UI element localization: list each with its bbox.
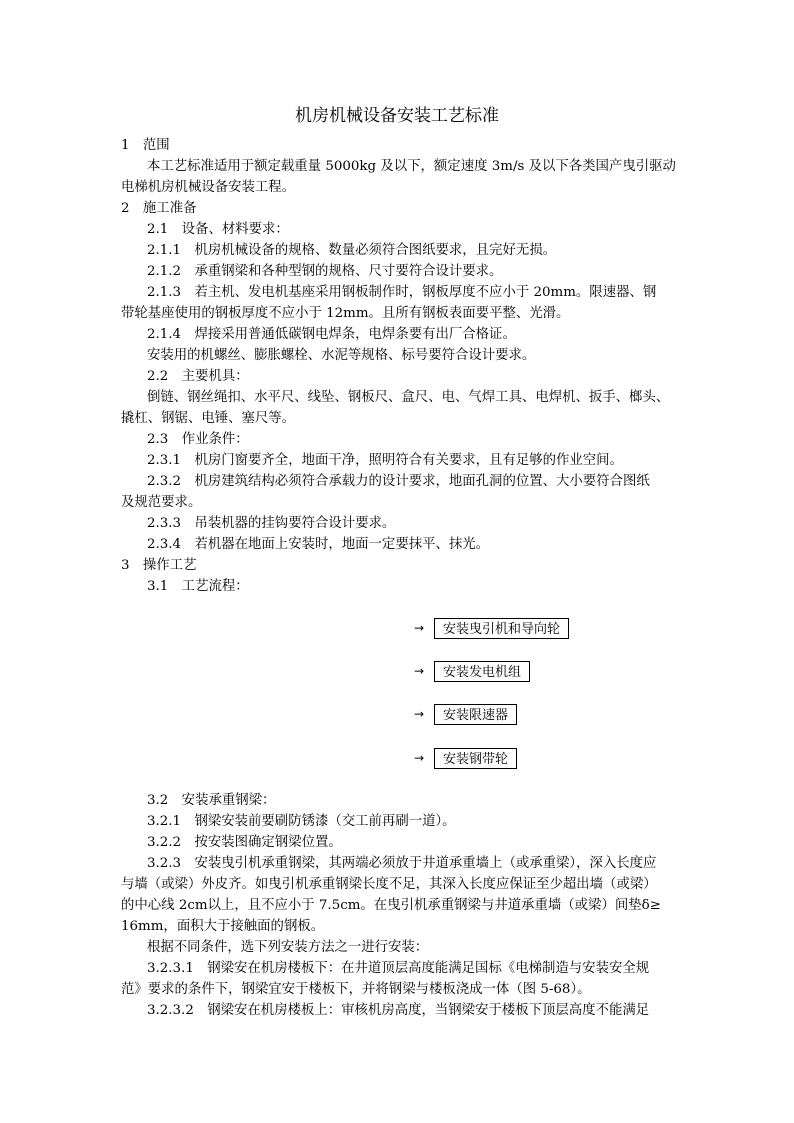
subsection-heading: 2.1 设备、材料要求： [147,222,289,237]
flow-step [414,746,517,770]
paragraph-line: 带轮基座使用的钢板厚度不应小于 12mm。且所有钢板表面要平整、光滑。 [121,306,570,321]
section-heading: 1 范围 [121,138,170,153]
arrow-right-icon: → [414,751,425,765]
paragraph-line: 2.3.1 机房门窗要齐全，地面干净，照明符合有关要求，且有足够的作业空间。 [147,453,623,468]
document-title: 机房机械设备安装工艺标准 [295,106,499,126]
paragraph-line: 安装用的机螺丝、膨胀螺栓、水泥等规格、标号要符合设计要求。 [147,348,536,363]
paragraph-line: 2.3.3 吊装机器的挂钩要符合设计要求。 [147,516,396,531]
paragraph-line: 与墙（或梁）外皮齐。如曳引机承重钢梁长度不足，其深入长度应保证至少超出墙（或梁） [121,877,657,892]
section-heading: 3 操作工艺 [121,558,197,573]
paragraph-line: 范》要求的条件下，钢梁宜安于楼板下，并将钢梁与楼板浇成一体（图 5-68）。 [121,982,591,997]
paragraph-line: 撬杠、钢锯、电锤、塞尺等。 [121,411,296,426]
paragraph-line: 2.1.3 若主机、发电机基座采用钢板制作时，钢板厚度不应小于 20mm。限速器、钢 [147,285,657,300]
subsection-heading: 2.2 主要机具： [147,369,249,384]
subsection-heading: 3.1 工艺流程： [147,579,249,594]
paragraph-line: 2.1.4 焊接采用普通低碳钢电焊条，电焊条要有出厂合格证。 [147,327,516,342]
paragraph-line: 2.1.1 机房机械设备的规格、数量必须符合图纸要求，且完好无损。 [147,243,557,258]
flow-step [414,702,517,726]
paragraph-line: 及规范要求。 [121,495,202,510]
flow-step [414,616,569,640]
subsection-heading: 3.2 安装承重钢梁： [147,793,276,808]
paragraph-line: 电梯机房机械设备安装工程。 [121,180,296,195]
paragraph-line: 3.2.1 钢梁安装前要刷防锈漆（交工前再刷一道）。 [147,814,456,829]
paragraph-line: 倒链、钢丝绳扣、水平尺、线坠、钢板尺、盒尺、电、气焊工具、电焊机、扳手、榔头、 [147,390,670,405]
arrow-right-icon: → [414,621,425,635]
paragraph-line: 根据不同条件，选下列安装方法之一进行安装： [147,940,429,955]
flow-step [414,659,530,683]
paragraph-line: 16mm，面积大于接触面的钢板。 [121,919,325,934]
subsection-heading: 2.3 作业条件： [147,432,249,447]
flow-step-box: 安装发电机组 [434,661,530,682]
paragraph-line: 2.3.4 若机器在地面上安装时，地面一定要抹平、抹光。 [147,537,490,552]
flow-step-box: 安装限速器 [434,704,517,725]
paragraph-line: 本工艺标准适用于额定载重量 5000kg 及以下，额定速度 3m/s 及以下各类国产曳引驱动 [147,159,676,174]
arrow-right-icon: → [414,664,425,678]
paragraph-line: 3.2.3 安装曳引机承重钢梁，其两端必须放于井道承重墙上（或承重梁），深入长度应 [147,856,657,871]
paragraph-line: 3.2.3.2 钢梁安在机房楼板上：审核机房高度，当钢梁安于楼板下顶层高度不能满足 [147,1003,650,1018]
arrow-right-icon: → [414,707,425,721]
paragraph-line: 2.3.2 机房建筑结构必须符合承载力的设计要求，地面孔洞的位置、大小要符合图纸 [147,474,650,489]
section-heading: 2 施工准备 [121,201,197,216]
paragraph-line: 的中心线 2cm以上，且不应小于 7.5cm。在曳引机承重钢梁与井道承重墙（或梁）间垫δ≥ [121,898,661,913]
flow-step-box: 安装曳引机和导向轮 [434,618,569,639]
flow-step-box: 安装钢带轮 [434,748,517,769]
paragraph-line: 3.2.3.1 钢梁安在机房楼板下：在井道顶层高度能满足国标《电梯制造与安装安全规 [147,961,650,976]
paragraph-line: 2.1.2 承重钢梁和各种型钢的规格、尺寸要符合设计要求。 [147,264,503,279]
paragraph-line: 3.2.2 按安装图确定钢梁位置。 [147,835,342,850]
